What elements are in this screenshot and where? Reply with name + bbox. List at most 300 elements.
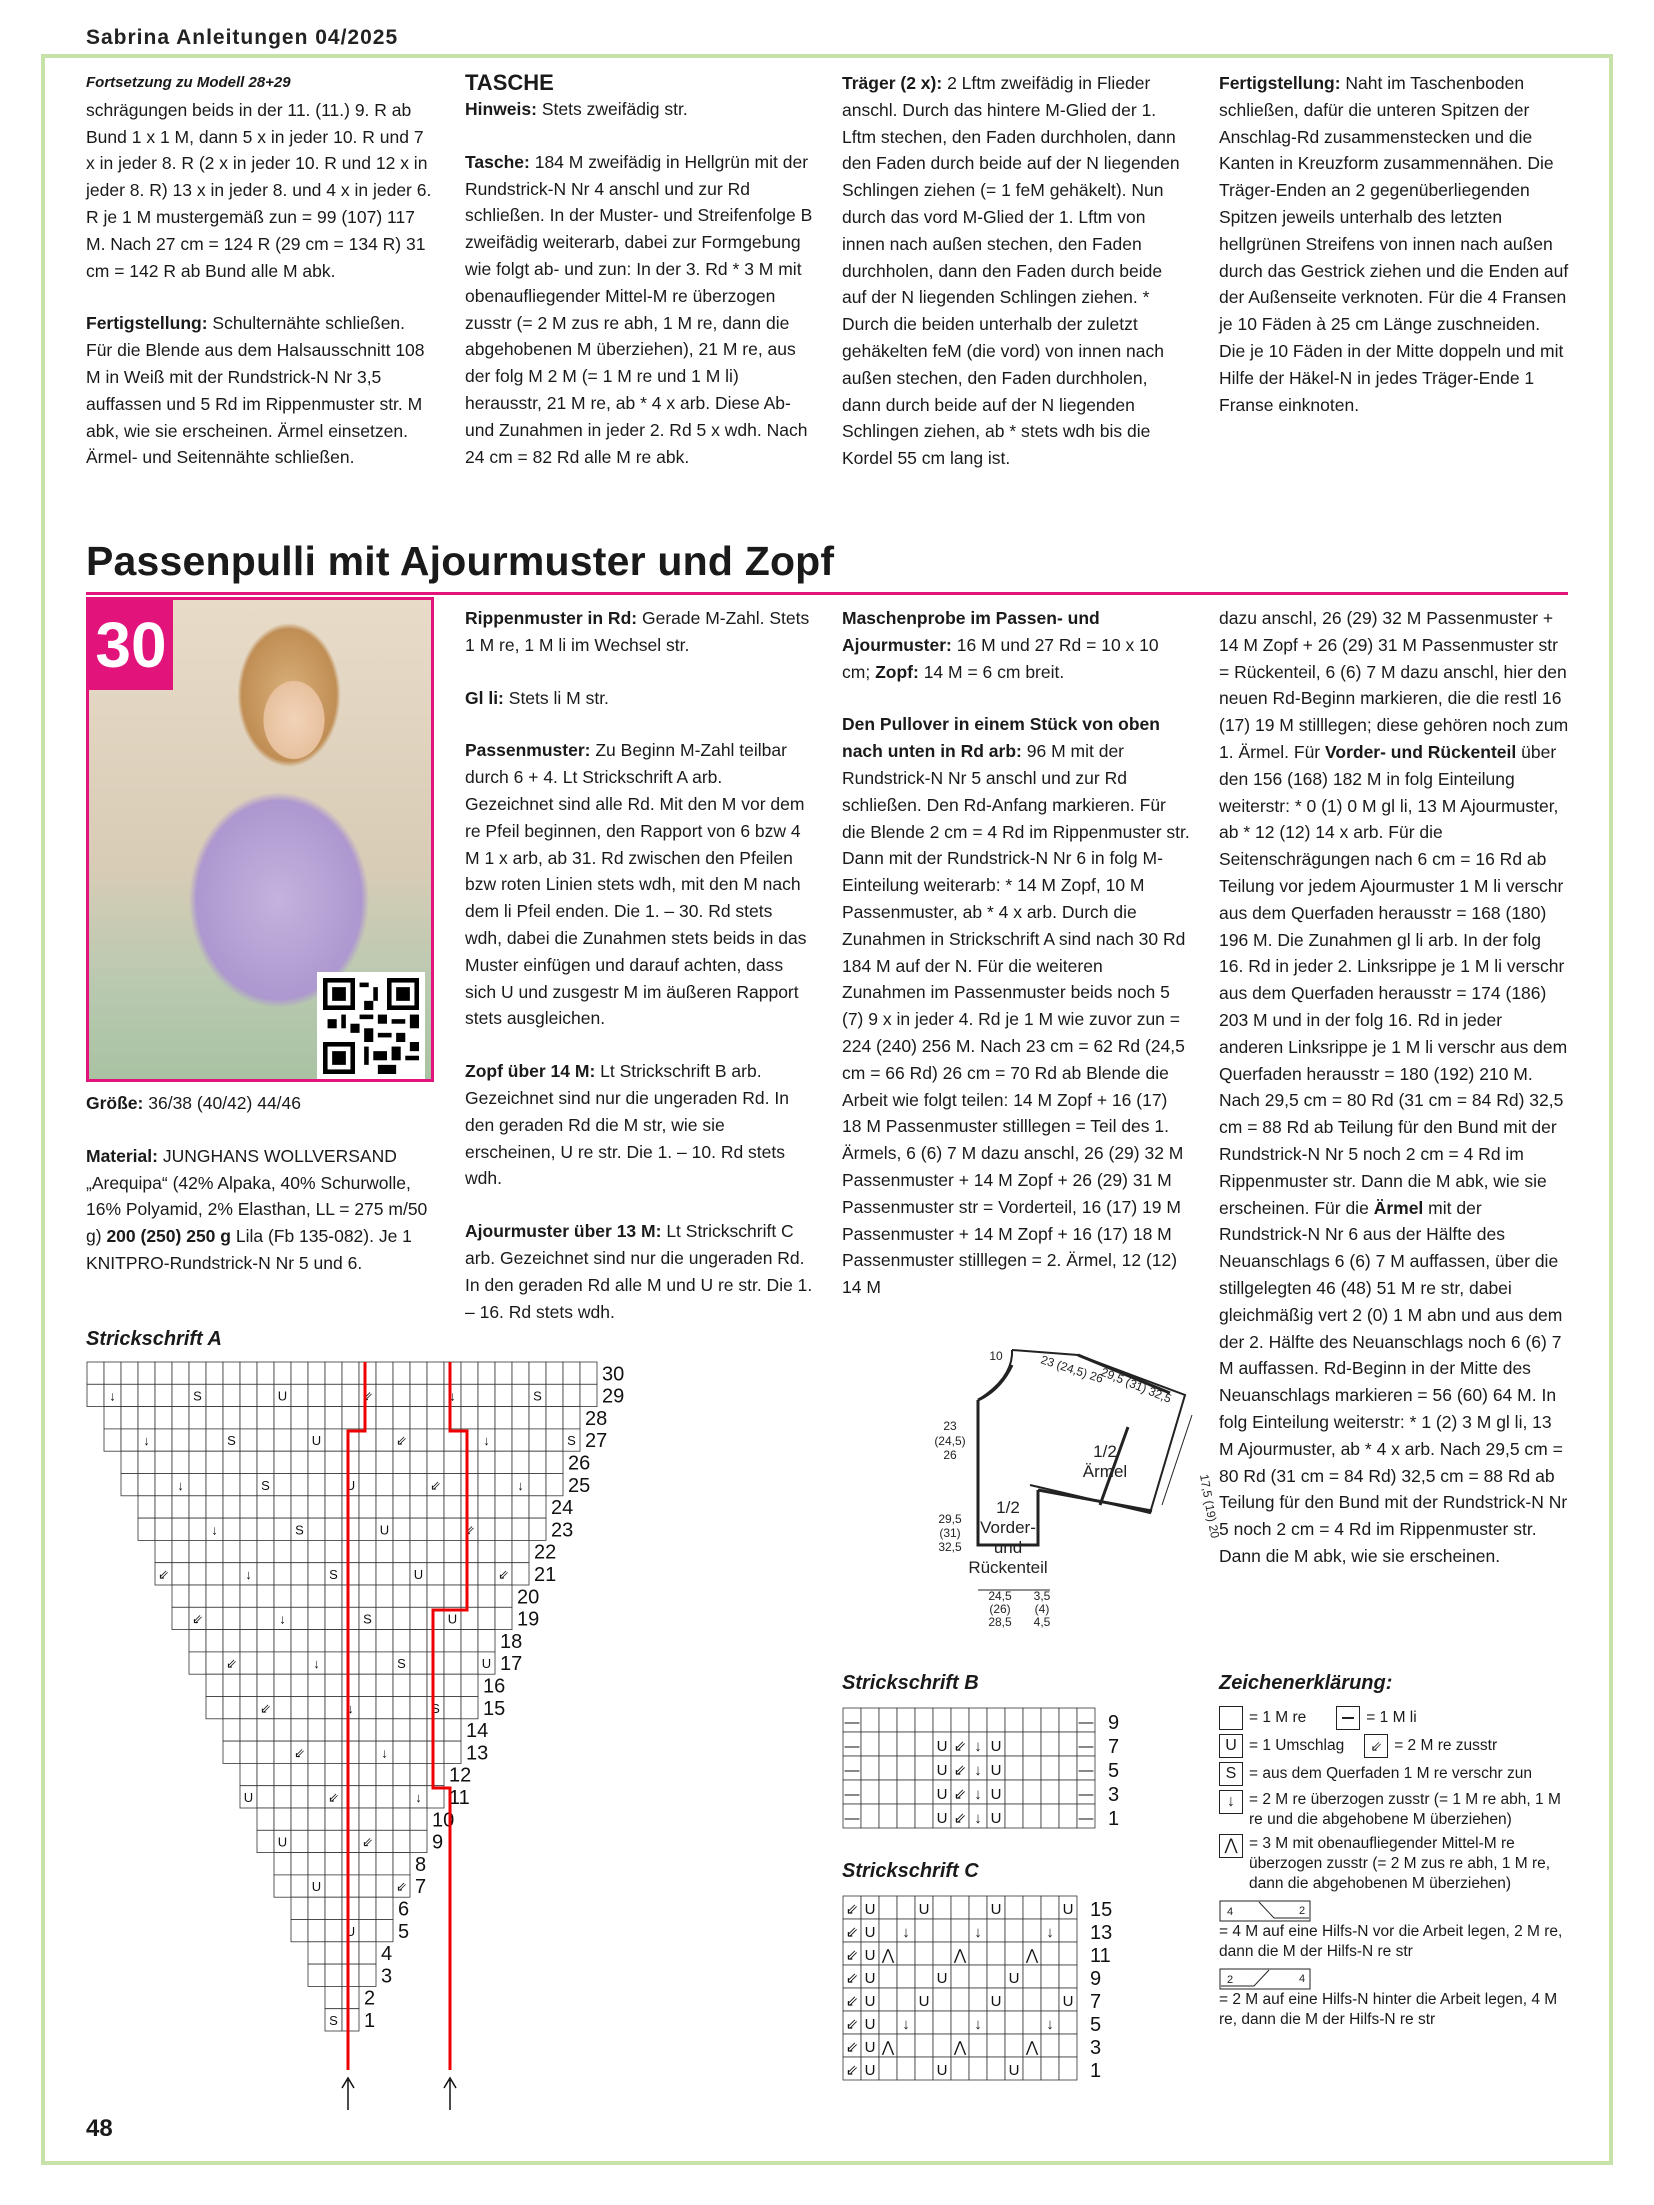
chart-b-cell [1023,1804,1041,1828]
chart-a-cell [223,1719,240,1741]
chart-a-cell [155,1518,172,1540]
chart-a-cell [563,1407,580,1429]
svg-text:(4): (4) [1034,1602,1050,1616]
chart-a-cell [308,1942,325,1964]
chart-a-cell [461,1451,478,1473]
chart-a-cell [291,1652,308,1674]
chart-a-cell [376,1763,393,1785]
chart-a-cell [206,1451,223,1473]
chart-a-symbol: ⇙ [328,1790,339,1805]
chart-a-cell [257,1674,274,1696]
chart-b-cell [915,1780,933,1804]
chart-b-cell [915,1732,933,1756]
chart-c-cell [987,1919,1005,1942]
chart-b-cell [1023,1780,1041,1804]
chart-a-cell [257,1540,274,1562]
chart-a-cell [444,1652,461,1674]
chart-a-cell [308,1830,325,1852]
chart-a-cell [189,1496,206,1518]
chart-a-cell [308,1474,325,1496]
chart-a-cell [495,1474,512,1496]
yoke-pattern: Passenmuster: Zu Beginn M-Zahl teilbar durch 6 + 4. Lt Strickschrift A arb. Gezeichnet sind alle Rd. Mit den M vor dem re Pfeil beginnen, den Rapport von 6 bzw 4 M 1 x arb, ab 31. Rd zwischen den Pfeilen bzw roten Linien stets wdh, mit den M nach dem li Pfeil enden. Die 1. – 30. Rd stets wdh, dabei die Zunahmen stets beids in das Muster einfügen und darauf achten, dass sich U und zusgestr M im äußeren Rapport stets ausgleichen. [465,740,807,1029]
chart-a-cell [325,1607,342,1629]
chart-a-cell [291,1719,308,1741]
chart-a-cell [410,1719,427,1741]
chart-a-cell [223,1518,240,1540]
chart-a-cell [478,1563,495,1585]
chart-a-cell [342,1407,359,1429]
qr-code[interactable] [317,972,425,1080]
chart-a-cell [529,1429,546,1451]
legend-cable-front: = 4 M auf eine Hilfs-N vor die Arbeit legen, 2 M re, dann die M der Hilfs-N re str [1219,1923,1563,1960]
svg-text:23: 23 [943,1419,957,1433]
chart-c-cell [969,2057,987,2080]
chart-a-cell [427,1362,444,1384]
chart-a-cell [342,1630,359,1652]
chart-a-cell [359,1496,376,1518]
chart-a-symbol: U [345,1923,356,1939]
chart-a-cell [461,1674,478,1696]
chart-b-cell [933,1708,951,1732]
chart-b-cell [1041,1708,1059,1732]
chart-a-cell [291,1451,308,1473]
chart-a-cell [393,1763,410,1785]
chart-a-cell [189,1563,206,1585]
chart-a-cell [308,1630,325,1652]
continuation-column [86,70,436,497]
bag-note: Hinweis: Stets zweifädig str. [465,99,688,119]
page-number: 48 [86,2115,113,2142]
chart-a-cell [410,1830,427,1852]
chart-a-row-number: 23 [551,1519,574,1542]
chart-a-cell [325,1451,342,1473]
chart-a-cell [444,1585,461,1607]
chart-a-cell [121,1362,138,1384]
chart-a-cell [546,1384,563,1406]
chart-a-cell [206,1540,223,1562]
chart-a-cell [121,1384,138,1406]
chart-b-cell [1005,1756,1023,1780]
bag-finishing: Fertigstellung: Naht im Taschenboden schließen, dafür die unteren Spitzen der Anschlag-Rd zusammenstecken und die Kanten in Kreuzform zusammennähen. Die Träger-Enden an 2 gegenüberliegenden Spitzen jeweils unterhalb des letzten hellgrünen Streifens von innen nach außen durch das Gestrick ziehen und die Enden auf der Außenseite verknoten. Für die 4 Fransen je 10 Fäden à 25 cm Länge zuschneiden. Die je 10 Fäden in der Mitte doppeln und mit Hilfe der Häkel-N in jedes Träger-Ende 1 Franse einknoten. [1219,73,1569,415]
chart-c-symbol: ⋀ [1025,1947,1039,1964]
chart-a-cell [461,1652,478,1674]
chart-c-symbol: U [936,2062,948,2079]
chart-a-cell [444,1697,461,1719]
chart-b-symbol: ↓ [974,1786,982,1803]
chart-a-cell [495,1407,512,1429]
chart-a-cell [308,1853,325,1875]
chart-c-symbol: U [864,1947,876,1964]
chart-c-symbol: U [936,1970,948,1987]
chart-c-cell [915,1919,933,1942]
bag-column-1 [465,70,813,496]
chart-a-symbol: ⇙ [498,1567,509,1582]
chart-a-row-number: 3 [381,1965,393,1988]
chart-c-title: Strickschrift C [842,1860,979,1882]
chart-b-symbol: U [936,1762,948,1779]
chart-a-symbol: U [243,1790,254,1805]
chart-a-cell [461,1384,478,1406]
chart-a-row-number: 29 [602,1385,625,1408]
chart-a-cell [410,1496,427,1518]
chart-a-cell [257,1585,274,1607]
chart-b-title: Strickschrift B [842,1672,979,1694]
chart-a-cell [393,1496,410,1518]
chart-c-cell [1059,2011,1077,2034]
chart-b-cell [987,1708,1005,1732]
chart-a-cell [359,1875,376,1897]
chart-a-cell [410,1451,427,1473]
svg-text:4: 4 [1227,1906,1234,1918]
chart-a-cell [512,1429,529,1451]
chart-b-symbol: U [990,1738,1002,1755]
chart-a-cell [121,1474,138,1496]
chart-c-symbol: ⇙ [845,1924,859,1941]
chart-c-symbol: ⋀ [1025,2039,1039,2056]
chart-a-cell [359,1763,376,1785]
chart-a-cell [87,1384,104,1406]
legend-cable-back: = 2 M auf eine Hilfs-N hinter die Arbeit legen, 4 M re, dann die M der Hilfs-N re str [1219,1991,1558,2028]
chart-a-symbol: U [447,1611,458,1627]
svg-text:4: 4 [1299,1973,1306,1985]
chart-c-cell [987,1942,1005,1965]
chart-c-cell [897,1988,915,2011]
chart-a-cell [461,1540,478,1562]
chart-c-cell [879,1988,897,2011]
chart-c-cell [1041,2034,1059,2057]
chart-a-row-number: 17 [500,1653,523,1676]
lace-pattern: Ajourmuster über 13 M: Lt Strickschrift C arb. Gezeichnet sind nur die ungeraden Rd. In den geraden Rd alle M und U re str. Die 1. – 16. Rd stets wdh. [465,1221,813,1322]
chart-a-row-number: 6 [398,1898,410,1921]
chart-a-cell [274,1741,291,1763]
chart-a-cell [223,1630,240,1652]
chart-b-symbol: — [1078,1786,1094,1803]
chart-a-cell [427,1451,444,1473]
chart-a-cell [342,1674,359,1696]
chart-a-cell [206,1652,223,1674]
chart-a-cell [172,1563,189,1585]
chart-b-cell [1041,1732,1059,1756]
chart-c-cell [933,1919,951,1942]
chart-a-cell [223,1362,240,1384]
chart-a-row-number: 10 [432,1809,455,1832]
chart-a-cell [478,1585,495,1607]
chart-c-symbol: U [918,1993,930,2010]
legend-yarnover: U = 1 Umschlag [1219,1734,1344,1758]
chart-a-symbol: S [295,1522,304,1538]
chart-a-cell [291,1853,308,1875]
chart-a-cell [206,1697,223,1719]
chart-a-cell [325,1518,342,1540]
chart-a-cell [376,1585,393,1607]
chart-a-cell [138,1407,155,1429]
chart-a-cell [512,1451,529,1473]
chart-a-cell [274,1429,291,1451]
chart-a-symbol: U [311,1433,322,1449]
chart-c-cell [987,2011,1005,2034]
chart-a-cell [342,1986,359,2008]
chart-a-cell [427,1763,444,1785]
chart-c-cell [951,1919,969,1942]
model-title: Passenpulli mit Ajourmuster und Zopf [86,538,835,584]
chart-a-cell [206,1496,223,1518]
chart-a-cell [308,1920,325,1942]
chart-a-cell [478,1496,495,1518]
chart-a-symbol: U [345,1477,356,1493]
chart-a-cell [529,1407,546,1429]
chart-a-cell [308,1563,325,1585]
chart-c-symbol: U [990,1993,1002,2010]
chart-a-cell [223,1384,240,1406]
chart-b-row-number: 1 [1108,1808,1120,1830]
chart-a-cell [393,1630,410,1652]
chart-a-cell [240,1474,257,1496]
chart-c-symbol: U [864,1993,876,2010]
chart-a-cell [444,1451,461,1473]
garment-schematic [900,1345,1230,1645]
chart-a-cell [342,1964,359,1986]
chart-a-cell [325,1540,342,1562]
chart-a-cell [444,1741,461,1763]
chart-a-cell [308,1540,325,1562]
chart-a-row-number: 1 [364,2010,376,2032]
chart-a-cell [308,1808,325,1830]
chart-c-cell [1005,1942,1023,1965]
chart-a-cell [172,1607,189,1629]
svg-text:1/2: 1/2 [1093,1442,1117,1461]
chart-a-cell [308,1763,325,1785]
chart-a-cell [189,1518,206,1540]
chart-a-cell [274,1808,291,1830]
chart-a-cell [274,1697,291,1719]
chart-b-symbol: — [1078,1714,1094,1731]
chart-c-cell [933,1988,951,2011]
chart-a-cell [189,1652,206,1674]
chart-a-cell [427,1384,444,1406]
chart-b-cell [1059,1804,1077,1828]
chart-a-cell [461,1407,478,1429]
chart-a-symbol: ↓ [517,1477,524,1493]
stockinette-reverse: Gl li: Stets li M str. [465,687,609,708]
chart-a-cell [342,1496,359,1518]
chart-c-cell [1041,1942,1059,1965]
chart-c-cell [897,2057,915,2080]
chart-b-symbol: ↓ [974,1762,982,1779]
chart-a-cell [257,1607,274,1629]
chart-a-symbol: ⇙ [260,1700,271,1716]
chart-c-symbol: ⇙ [845,1901,859,1918]
chart-a-cell [291,1362,308,1384]
chart-a-cell [495,1607,512,1629]
chart-a-cell [325,1585,342,1607]
chart-a-cell [563,1384,580,1406]
chart-a-cell [325,1741,342,1763]
chart-c-cell [969,1942,987,1965]
chart-a-cell [529,1474,546,1496]
chart-c-cell [933,1942,951,1965]
chart-a-cell [342,2009,359,2031]
chart-a-cell [359,1474,376,1496]
chart-c-symbol: U [864,2062,876,2079]
chart-a-cell [427,1630,444,1652]
chart-a-cell [291,1540,308,1562]
chart-a-cell [172,1451,189,1473]
chart-a-cell [138,1474,155,1496]
chart-a-cell [342,1518,359,1540]
chart-a-cell [342,1875,359,1897]
body-sleeve-instructions: dazu anschl, 26 (29) 32 M Passenmuster + 14 M Zopf + 26 (29) 31 M Passenmuster str = Rückenteil, 6 (6) 7 M dazu anschl, hier den neuen Rd-Beginn markieren, die die restl 16 (17) 19 M stilllegen; diese gehören noch zum 1. Ärmel. Für Vorder- und Rückenteil über den 156 (168) 182 M in folg Einteilung weiterstr: * 0 (1) 0 M gl li, 13 M Ajourmuster, ab * 12 (12) 14 x arb. Für die Seitenschrägungen nach 6 cm = 16 Rd ab Teilung vor jedem Ajourmuster 1 M li verschr aus dem Querfaden herausstr = 168 (180) 196 M. Die Zunahmen gl li arb. In der folg 16. Rd in jeder 2. Linksrippe je 1 M li verschr aus dem Querfaden herausstr = 174 (186) 203 M und in der folg 16. Rd in jeder anderen Linksrippe je 1 M li verschr aus dem Querfaden herausstr = 180 (192) 210 M. Nach 29,5 cm = 80 Rd (31 cm = 84 Rd) 32,5 cm = 88 Rd ab Teilung für den Bund mit der Rundstrick-N Nr 5 noch 2 cm = 4 Rd im Rippenmuster str. Dann die M abk, wie sie erscheinen. Für die Ärmel mit der Rundstrick-N Nr 6 aus der Hälfte des Neuanschlags 6 (6) 7 M auffassen, über die stillgelegten 46 (48) 51 M re str, dabei gleichmäßig vert 2 (0) 1 M abn und aus dem der 2. Hälfte des Neuanschlags noch 6 (6) 7 M auffassen. Rd-Beginn in der Mitte des Neuanschlags markieren = 56 (60) 64 M. In folg Einteilung weiterstr: * 1 (2) 3 M gl li, 13 M Ajourmuster, ab * 4 x arb. Nach 29,5 cm = 80 Rd (31 cm = 84 Rd) 32,5 cm = 88 Rd ab Teilung für den Bund mit der Rundstrick-N Nr 5 noch 2 cm = 4 Rd im Rippenmuster str. Dann die M abk, wie sie erscheinen. [1219,608,1569,1566]
chart-a-cell [189,1630,206,1652]
chart-a-cell [155,1540,172,1562]
legend-list [1219,1706,1569,2030]
chart-c-symbol: ⋀ [953,2039,967,2056]
chart-a-cell [444,1474,461,1496]
chart-a-cell [342,1830,359,1852]
chart-b-symbol: U [936,1786,948,1803]
chart-c-cell [1023,1965,1041,1988]
chart-a-cell [580,1384,597,1406]
chart-a-symbol: ↓ [347,1700,354,1716]
chart-c [842,1894,1222,2094]
chart-a-row-number: 5 [398,1920,410,1943]
chart-a-cell [291,1808,308,1830]
chart-c-cell [1041,1988,1059,2011]
svg-text:28,5: 28,5 [988,1615,1012,1629]
chart-a-cell [376,1407,393,1429]
chart-a-cell [257,1563,274,1585]
chart-c-symbol: ⇙ [845,2039,859,2056]
chart-a-cell [546,1474,563,1496]
chart-a-cell [546,1407,563,1429]
bag-title: TASCHE [465,70,554,95]
chart-a-cell [308,1964,325,1986]
chart-a-cell [240,1697,257,1719]
chart-a-cell [121,1429,138,1451]
chart-a-cell [274,1362,291,1384]
chart-a-cell [410,1763,427,1785]
chart-a-symbol: ⇙ [192,1611,203,1627]
chart-a-cell [291,1697,308,1719]
chart-a-cell [376,1630,393,1652]
chart-c-cell [969,1965,987,1988]
cable-back-symbol-icon [1219,1968,1319,1990]
chart-a-cell [359,1920,376,1942]
chart-b-symbol: ⇙ [953,1810,967,1827]
chart-c-cell [915,1965,933,1988]
chart-c-cell [1023,1919,1041,1942]
chart-c-cell [897,2034,915,2057]
chart-b-cell [915,1756,933,1780]
chart-c-symbol: ↓ [974,1924,982,1941]
chart-b-cell [879,1756,897,1780]
size-info: Größe: 36/38 (40/42) 44/46 [86,1093,302,1113]
chart-a-symbol: ⇙ [396,1433,407,1449]
chart-c-cell [1059,1919,1077,1942]
chart-a-cell [512,1540,529,1562]
chart-c-cell [951,2011,969,2034]
chart-a-cell [342,1585,359,1607]
chart-c-symbol: ⇙ [845,1993,859,2010]
chart-a-cell [257,1407,274,1429]
chart-b-cell [1005,1708,1023,1732]
chart-a-cell [427,1518,444,1540]
chart-a-cell [359,1563,376,1585]
chart-a-cell [529,1362,546,1384]
chart-a-cell [495,1496,512,1518]
chart-a-cell [444,1362,461,1384]
main-instructions: Den Pullover in einem Stück von oben nach unten in Rd arb: 96 M mit der Rundstrick-N Nr 5 anschl und zur Rd schließen. Den Rd-Anfang markieren. Für die Blende 2 cm = 4 Rd im Rippenmuster str. Dann mit der Rundstrick-N Nr 6 in folg M-Einteilung weiterarb: * 14 M Zopf, 10 M Passenmuster, ab * 4 x arb. Durch die Zunahmen in Strickschrift A sind nach 30 Rd 184 M auf der N. Für die weiteren Zunahmen im Passenmuster beids noch 5 (7) 9 x in jeder 4. Rd je 1 M wie zuvor zun = 224 (240) 256 M. Nach 23 cm = 62 Rd (24,5 cm = 66 Rd) 26 cm = 70 Rd ab Blende die Arbeit wie folgt teilen: 14 M Zopf + 16 (17) 18 M Passenmuster stilllegen = Teil des 1. Ärmels, 6 (6) 7 M dazu anschl, 26 (29) 32 M Passenmuster + 14 M Zopf + 26 (29) 31 M Passenmuster str = Vorderteil, 16 (17) 19 M Passenmuster + 14 M Zopf + 16 (17) 18 M Passenmuster stilllegen = 2. Ärmel, 12 (12) 14 M [842,714,1190,1298]
chart-b [842,1706,1222,1834]
chart-c-cell [951,1988,969,2011]
chart-a-symbol: ↓ [313,1656,320,1672]
chart-a-row-number: 2 [364,1987,376,2010]
chart-a-cell [274,1407,291,1429]
chart-c-cell [969,1896,987,1919]
chart-a-cell [393,1697,410,1719]
chart-a-cell [444,1719,461,1741]
chart-a-cell [223,1540,240,1562]
chart-b-cell [861,1732,879,1756]
chart-a-symbol: S [363,1611,372,1627]
chart-a-symbol: ↓ [381,1745,388,1761]
rib-pattern: Rippenmuster in Rd: Gerade M-Zahl. Stets 1 M re, 1 M li im Wechsel str. [465,608,810,655]
chart-a-cell [206,1630,223,1652]
chart-a-cell [308,1585,325,1607]
chart-a-cell [444,1407,461,1429]
chart-a-cell [359,1540,376,1562]
chart-c-symbol: ↓ [974,2016,982,2033]
chart-a-cell [478,1518,495,1540]
chart-a-symbol: ↓ [483,1433,490,1449]
chart-b-cell [897,1804,915,1828]
chart-a-cell [325,1763,342,1785]
chart-c-cell [987,1965,1005,1988]
yarnover-symbol-icon: U [1219,1734,1243,1758]
chart-c-cell [897,1942,915,1965]
chart-a-cell [325,1719,342,1741]
chart-b-cell [1005,1732,1023,1756]
chart-a-cell [291,1875,308,1897]
chart-a-cell [240,1674,257,1696]
chart-a-cell [308,1674,325,1696]
chart-a-cell [257,1630,274,1652]
chart-a-symbol: S [227,1433,236,1449]
chart-a-cell [257,1808,274,1830]
chart-a-cell [393,1585,410,1607]
chart-a-cell [342,1719,359,1741]
chart-a-cell [121,1407,138,1429]
chart-a-cell [546,1451,563,1473]
chart-b-symbol: U [990,1810,1002,1827]
chart-a-cell [240,1429,257,1451]
chart-a-cell [580,1362,597,1384]
chart-a-symbol: ⇙ [294,1745,305,1761]
chart-a-cell [495,1384,512,1406]
chart-a [86,1360,896,2110]
svg-text:2: 2 [1227,1974,1234,1986]
chart-a-cell [257,1786,274,1808]
chart-a-cell [342,1808,359,1830]
svg-text:Rückenteil: Rückenteil [968,1558,1048,1577]
chart-a-cell [342,1942,359,1964]
cable-pattern: Zopf über 14 M: Lt Strickschrift B arb. Gezeichnet sind nur die ungeraden Rd. In den geraden Rd die M str, wie sie erscheinen, U re str. Die 1. – 10. Rd stets wdh. [465,1061,789,1189]
chart-b-cell [897,1732,915,1756]
chart-a-cell [461,1630,478,1652]
chart-a-cell [359,1964,376,1986]
chart-a-cell [427,1496,444,1518]
chart-a-row-number: 11 [449,1787,470,1809]
chart-a-cell [206,1362,223,1384]
